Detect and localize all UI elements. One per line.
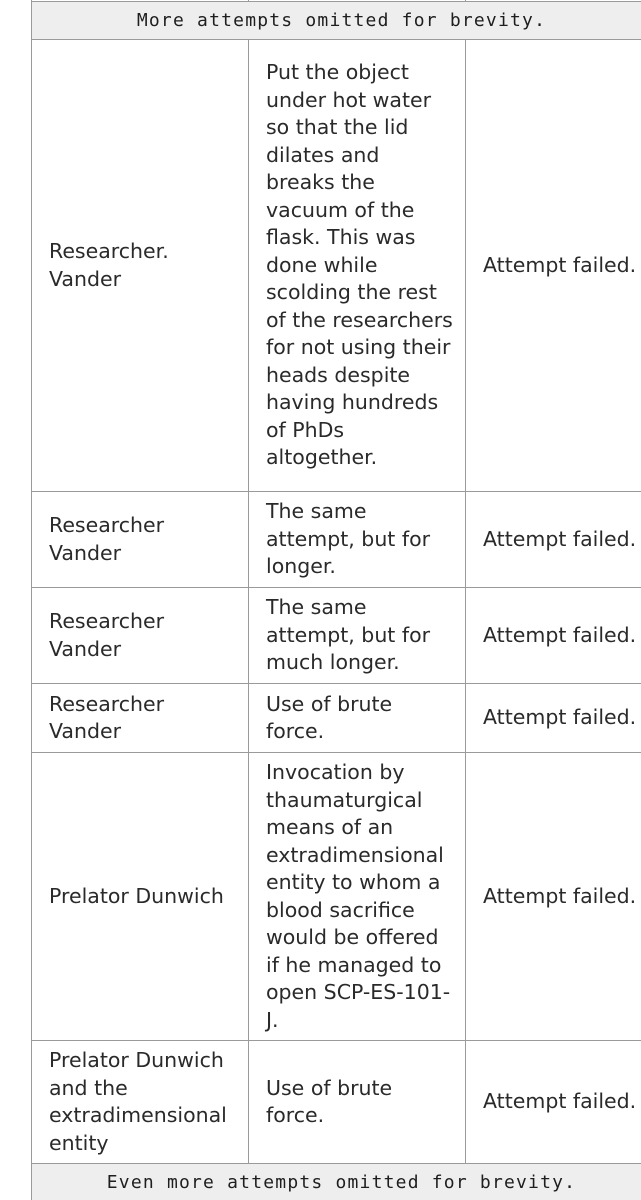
attempt-description-cell: The same attempt, but for longer. (249, 492, 466, 588)
experiment-log-table (31, 0, 641, 1200)
table-row (32, 492, 641, 588)
attempt-by-cell: Researcher. Vander (32, 40, 249, 492)
attempt-by-cell: Researcher Vander (32, 684, 249, 753)
table-row (32, 40, 641, 492)
attempt-description-cell: Use of brute force. (249, 684, 466, 753)
attempt-result-cell: Attempt failed. (466, 684, 641, 753)
attempt-description-cell: Use of brute force. (249, 1041, 466, 1164)
table-row (32, 753, 641, 1041)
attempt-by-cell: Prelator Dunwich (32, 753, 249, 1041)
omitted-attempts-note: Even more attempts omitted for brevity. (32, 1164, 641, 1200)
omitted-note-row (32, 1164, 641, 1200)
attempt-result-cell: Attempt failed. (466, 40, 641, 492)
attempt-description-cell: Put the object under hot water so that the lid dilates and breaks the vacuum of the flask. This was done while scolding the rest of the researchers for not using their heads despite having hundreds of PhDs altogether. (249, 40, 466, 492)
attempt-by-cell: Researcher Vander (32, 588, 249, 684)
attempt-by-cell: Researcher Vander (32, 492, 249, 588)
table-row (32, 588, 641, 684)
omitted-attempts-note: More attempts omitted for brevity. (32, 2, 641, 40)
table-row (32, 684, 641, 753)
attempt-description-cell: The same attempt, but for much longer. (249, 588, 466, 684)
attempt-result-cell: Attempt failed. (466, 588, 641, 684)
attempt-by-cell: Prelator Dunwich and the extradimensional entity (32, 1041, 249, 1164)
omitted-note-row (32, 2, 641, 40)
attempt-result-cell: Attempt failed. (466, 492, 641, 588)
table-row (32, 1041, 641, 1164)
attempt-result-cell: Attempt failed. (466, 753, 641, 1041)
attempt-result-cell: Attempt failed. (466, 1041, 641, 1164)
attempt-description-cell: Invocation by thaumaturgical means of an extradimensional entity to whom a blood sacrifice would be offered if he managed to open SCP-ES-101-J. (249, 753, 466, 1041)
